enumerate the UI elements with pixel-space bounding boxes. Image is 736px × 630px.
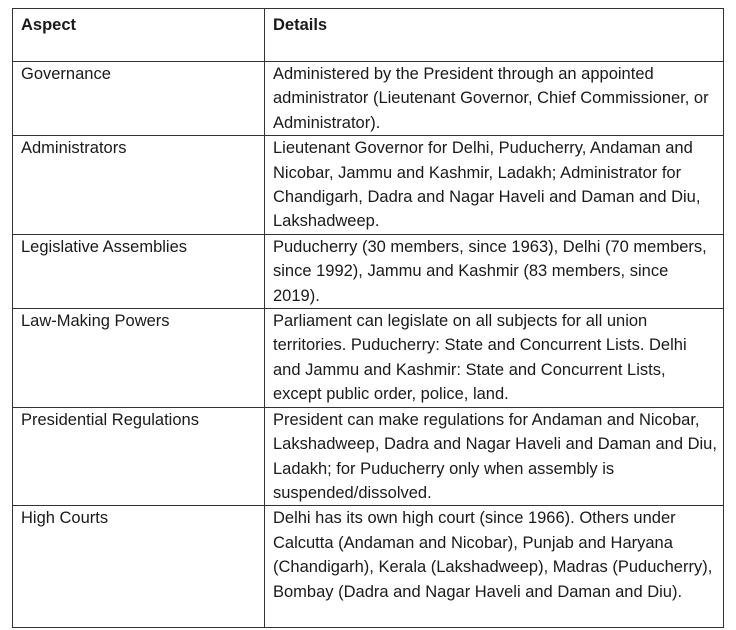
- table-row: [13, 309, 724, 408]
- details-cell: Administered by the President through an appointed administrator (Lieutenant Governor, Chief Commissioner, or Administrator).: [265, 62, 724, 136]
- union-territories-table: [12, 8, 724, 628]
- aspect-cell: Administrators: [13, 136, 265, 235]
- details-cell: Parliament can legislate on all subjects for all union territories. Puducherry: State and Concurrent Lists. Delhi and Jammu and Kashmir: State and Concurrent Lists, except public order, police, land.: [265, 309, 724, 408]
- details-cell: President can make regulations for Andaman and Nicobar, Lakshadweep, Dadra and Nagar Haveli and Daman and Diu, Ladakh; for Puducherry only when assembly is suspended/dissolved.: [265, 407, 724, 506]
- header-details: Details: [265, 9, 724, 62]
- table-row: [13, 407, 724, 506]
- aspect-cell: Legislative Assemblies: [13, 234, 265, 308]
- details-cell: Puducherry (30 members, since 1963), Delhi (70 members, since 1992), Jammu and Kashmir (83 members, since 2019).: [265, 234, 724, 308]
- header-aspect: Aspect: [13, 9, 265, 62]
- aspect-cell: Presidential Regulations: [13, 407, 265, 506]
- table-row: [13, 62, 724, 136]
- aspect-cell: Governance: [13, 62, 265, 136]
- table-row: [13, 506, 724, 628]
- table-row: [13, 234, 724, 308]
- aspect-cell: High Courts: [13, 506, 265, 628]
- details-cell: Delhi has its own high court (since 1966). Others under Calcutta (Andaman and Nicobar), Punjab and Haryana (Chandigarh), Kerala (Lakshadweep), Madras (Puducherry), Bombay (Dadra and Nagar Haveli and Daman and Diu).: [265, 506, 724, 628]
- table-header-row: [13, 9, 724, 62]
- aspect-cell: Law-Making Powers: [13, 309, 265, 408]
- table-row: [13, 136, 724, 235]
- details-cell: Lieutenant Governor for Delhi, Puducherry, Andaman and Nicobar, Jammu and Kashmir, Ladakh; Administrator for Chandigarh, Dadra and Nagar Haveli and Daman and Diu, Lakshadweep.: [265, 136, 724, 235]
